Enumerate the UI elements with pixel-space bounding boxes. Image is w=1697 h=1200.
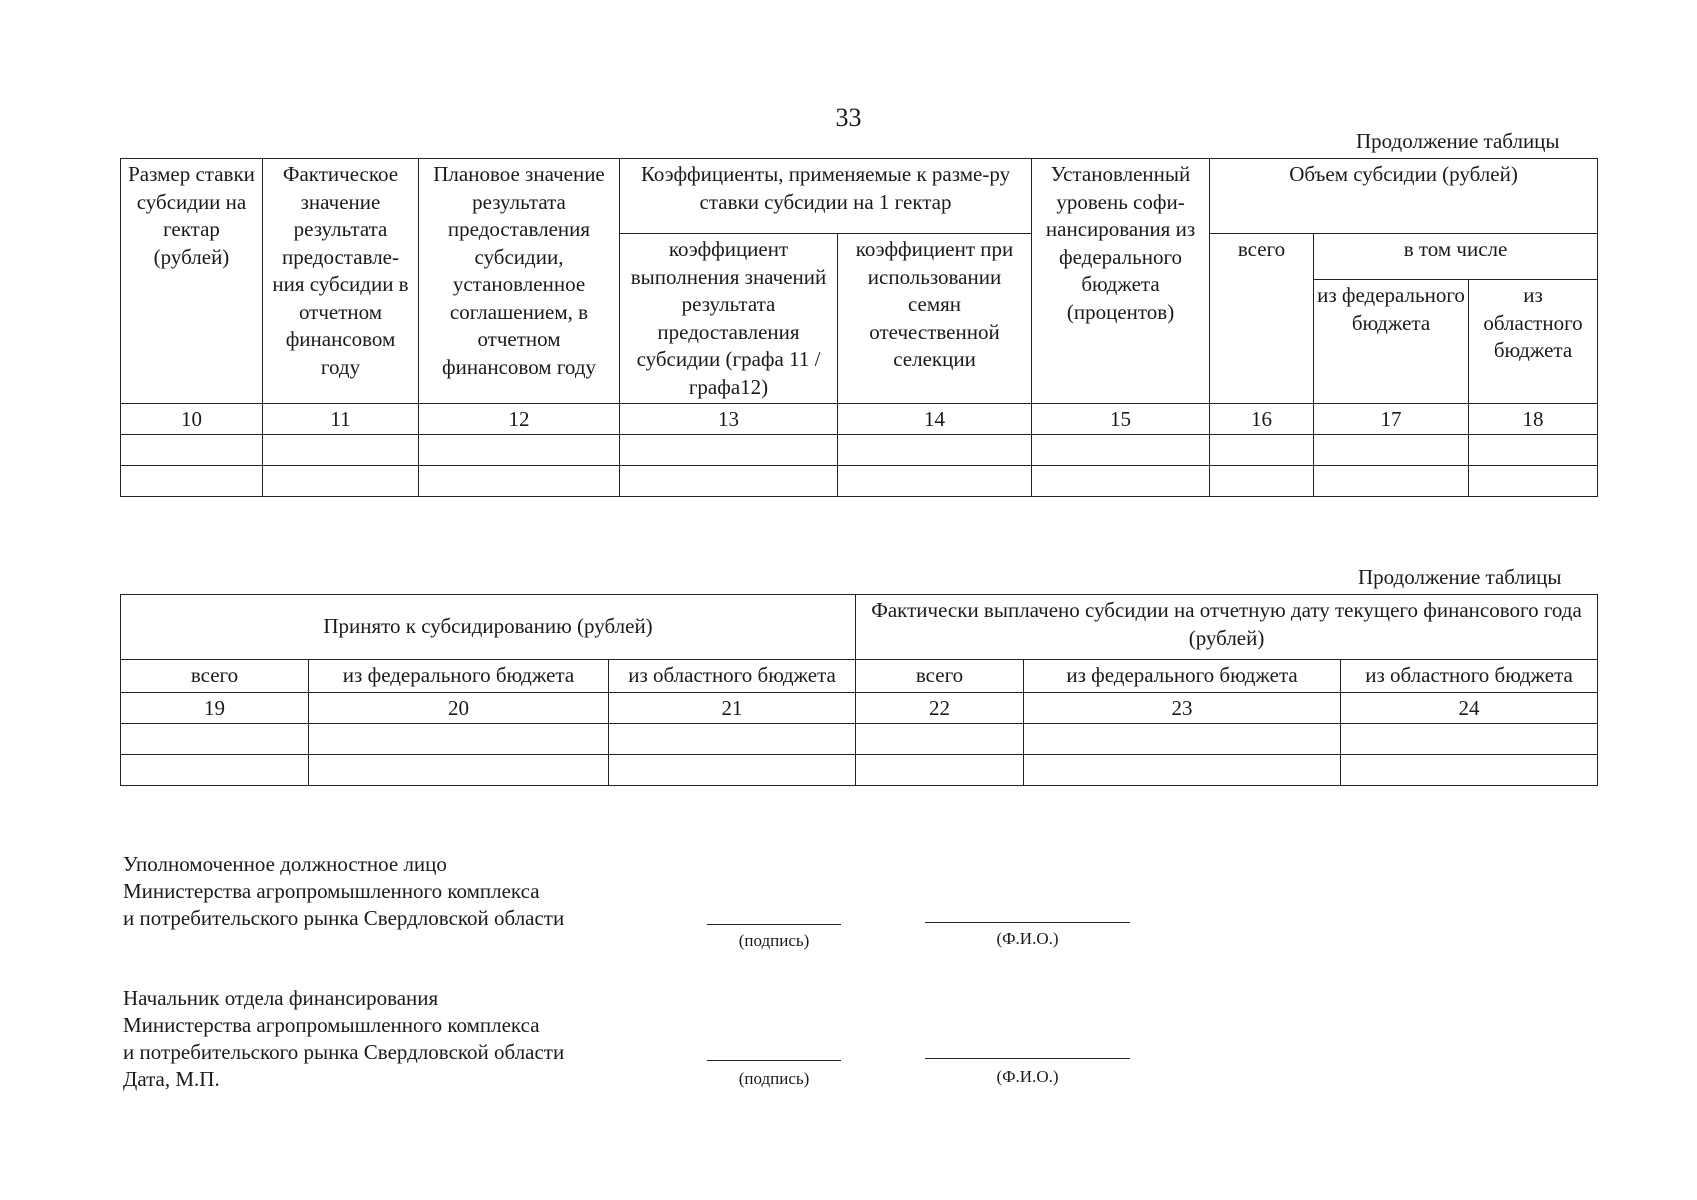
empty-cell xyxy=(309,754,609,785)
empty-cell xyxy=(856,754,1024,785)
table2-continuation-label: Продолжение таблицы xyxy=(1358,565,1562,589)
empty-cell xyxy=(609,723,856,754)
header-volume-federal: из федерального бюджета xyxy=(1314,280,1469,404)
subsidy-table-part1 xyxy=(120,158,1598,497)
empty-cell xyxy=(856,723,1024,754)
empty-cell xyxy=(121,754,309,785)
column-number: 16 xyxy=(1210,404,1314,435)
column-number: 10 xyxy=(121,404,263,435)
column-number: 22 xyxy=(856,692,1024,723)
header-accepted-regional: из областного бюджета xyxy=(609,660,856,693)
header-coef-domestic-seeds: коэффициент при использовании семян отечественной селекции xyxy=(838,234,1032,404)
column-number: 21 xyxy=(609,692,856,723)
signature-block-finance-head xyxy=(123,985,564,1093)
header-rate-per-hectare: Размер ставки субсидии на гектар (рублей) xyxy=(121,159,263,404)
header-paid-total: всего xyxy=(856,660,1024,693)
column-number: 15 xyxy=(1032,404,1210,435)
empty-cell xyxy=(838,435,1032,466)
header-coef-execution: коэффициент выполнения значений результата предоставления субсидии (графа 11 / графа12) xyxy=(620,234,838,404)
signature-line xyxy=(707,1060,841,1061)
name-caption: (Ф.И.О.) xyxy=(996,1067,1059,1086)
empty-cell xyxy=(121,723,309,754)
empty-cell xyxy=(838,466,1032,497)
empty-cell xyxy=(1314,466,1469,497)
header-accepted-total: всего xyxy=(121,660,309,693)
signatory-title-line: Начальник отдела финансирования xyxy=(123,986,439,1010)
empty-cell xyxy=(1341,723,1598,754)
empty-cell xyxy=(1210,466,1314,497)
column-number: 12 xyxy=(419,404,620,435)
header-coefficients: Коэффициенты, применяемые к разме-ру ставки субсидии на 1 гектар xyxy=(620,159,1032,234)
column-number: 17 xyxy=(1314,404,1469,435)
signature-line xyxy=(707,924,841,925)
header-volume-regional: из областного бюджета xyxy=(1469,280,1598,404)
signatory-title-line: Министерства агропромышленного комплекса xyxy=(123,1013,540,1037)
empty-cell xyxy=(309,723,609,754)
header-including: в том числе xyxy=(1314,234,1598,280)
empty-cell xyxy=(121,466,263,497)
subsidy-table-part2 xyxy=(120,594,1598,786)
empty-cell xyxy=(620,435,838,466)
signatory-title-line: Уполномоченное должностное лицо xyxy=(123,852,447,876)
column-number: 13 xyxy=(620,404,838,435)
empty-cell xyxy=(419,435,620,466)
column-number: 20 xyxy=(309,692,609,723)
column-number: 14 xyxy=(838,404,1032,435)
table1-continuation-label: Продолжение таблицы xyxy=(1356,129,1560,153)
signatory-title-line: Министерства агропромышленного комплекса xyxy=(123,879,540,903)
table-row xyxy=(121,435,1598,466)
empty-cell xyxy=(263,466,419,497)
empty-cell xyxy=(121,435,263,466)
signatory-title-line: и потребительского рынка Свердловской области xyxy=(123,906,565,930)
page-number: 33 xyxy=(835,103,862,132)
empty-cell xyxy=(1314,435,1469,466)
empty-cell xyxy=(1024,723,1341,754)
empty-cell xyxy=(1341,754,1598,785)
empty-cell xyxy=(1032,435,1210,466)
column-number: 18 xyxy=(1469,404,1598,435)
table-row xyxy=(121,723,1598,754)
empty-cell xyxy=(1469,466,1598,497)
empty-cell xyxy=(620,466,838,497)
empty-cell xyxy=(1210,435,1314,466)
signature-caption: (подпись) xyxy=(738,1069,810,1088)
name-caption: (Ф.И.О.) xyxy=(996,929,1059,948)
name-line xyxy=(925,922,1130,923)
header-subsidy-volume: Объем субсидии (рублей) xyxy=(1210,159,1598,234)
header-volume-total: всего xyxy=(1210,234,1314,404)
empty-cell xyxy=(609,754,856,785)
header-accepted-for-subsidy: Принято к субсидированию (рублей) xyxy=(121,595,856,660)
signature-caption: (подпись) xyxy=(738,931,810,950)
header-paid-federal: из федерального бюджета xyxy=(1024,660,1341,693)
table-row xyxy=(121,466,1598,497)
header-accepted-federal: из федерального бюджета xyxy=(309,660,609,693)
empty-cell xyxy=(419,466,620,497)
column-number: 19 xyxy=(121,692,309,723)
empty-cell xyxy=(1469,435,1598,466)
header-actually-paid: Фактически выплачено субсидии на отчетную дату текущего финансового года (рублей) xyxy=(856,595,1598,660)
date-stamp-label: Дата, М.П. xyxy=(123,1067,220,1091)
signature-block-authorized-official xyxy=(123,851,564,932)
column-number: 23 xyxy=(1024,692,1341,723)
header-actual-result: Фактическое значение результата предоставле-ния субсидии в отчетном финансовом году xyxy=(263,159,419,404)
header-cofinancing-level: Установленный уровень софи-нансирования из федерального бюджета (процентов) xyxy=(1032,159,1210,404)
column-number: 24 xyxy=(1341,692,1598,723)
column-number: 11 xyxy=(263,404,419,435)
name-line xyxy=(925,1058,1130,1059)
signatory-title-line: и потребительского рынка Свердловской области xyxy=(123,1040,565,1064)
empty-cell xyxy=(263,435,419,466)
empty-cell xyxy=(1032,466,1210,497)
table-row xyxy=(121,754,1598,785)
header-planned-result: Плановое значение результата предоставления субсидии, установленное соглашением, в отчетном финансовом году xyxy=(419,159,620,404)
header-paid-regional: из областного бюджета xyxy=(1341,660,1598,693)
empty-cell xyxy=(1024,754,1341,785)
